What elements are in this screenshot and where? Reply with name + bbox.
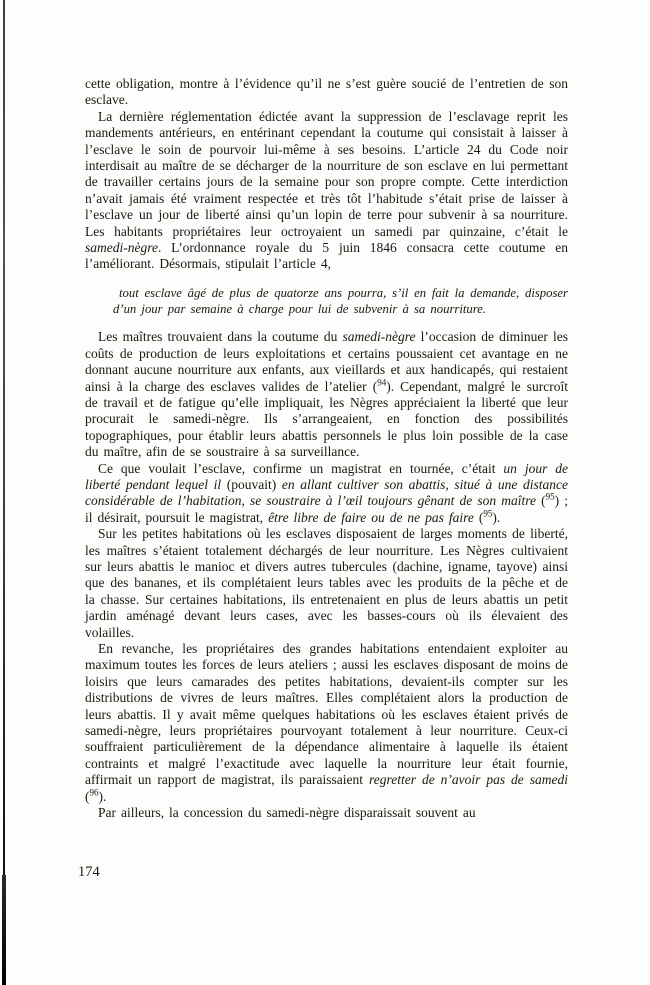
- text-run: Sur les petites habitations où les esclaves disposaient de larges moments de liberté, les maîtres s’étaient totalement déchargés de leur nourriture. Les Nègres cultivaient sur leurs abattis le manioc et divers autres tubercules (dachine, igname, tayove) ainsi que des bananes, et ils complétaient leurs tables avec les produits de la pêche et de la chasse. Sur certaines habitations, ils entretenaient en plus de leurs abattis un petit jardin aménagé devant leurs cases, avec les basses-cours où ils élevaient des volailles.: [85, 526, 568, 640]
- text-run: regretter de n’avoir pas de samedi: [369, 772, 568, 788]
- text-run: . L’ordonnance royale du 5 juin 1846 consacra cette coutume en l’améliorant. Désormais, stipulait l’article 4,: [85, 240, 568, 272]
- text-run: La dernière réglementation édictée avant la suppression de l’esclavage reprit les mandements antérieurs, en entérinant cependant la coutume qui consistait à laisser à l’esclave le soin de pourvoir lui-même à ses besoins. L’article 24 du Code noir interdisait au maître de se décharger de la nourriture de son esclave en lui permettant de travailler certains jours de la semaine pour son propre compte. Cette interdiction n’avait jamais été vraiment respectée et très tôt l’habitude s’était prise de laisser à l’esclave un jour de liberté ainsi qu’un lopin de terre pour subvenir à sa nourriture. Les habitants propriétaires leur octroyaient un samedi par quinzaine, c’était le: [85, 108, 568, 239]
- scan-edge-artifact: [3, 0, 5, 985]
- text-run: (pouvait): [221, 476, 282, 492]
- text-run: Par ailleurs, la concession du samedi-nègre disparaissait souvent au: [98, 805, 476, 821]
- scan-edge-artifact-bottom: [2, 875, 6, 985]
- text-run: En revanche, les propriétaires des grandes habitations entendaient exploiter au maximum toutes les forces de leurs ateliers ; aussi les esclaves disposant de moins de loisirs que leurs camarades des petites habitations, devaient-ils compter sur les distributions de vivres de leurs maîtres. Elles complétaient alors la production de leurs abattis. Il y avait même quelques habitations où les esclaves étaient privés de samedi-nègre, leurs propriétaires pourvoyant totalement à leur nourriture. Ceux-ci souffraient particulièrement de la dépendance alimentaire à laquelle ils étaient contraints et malgré l’exactitude avec laquelle la nourriture leur était fournie, affirmait un rapport de magistrat, ils paraissaient: [85, 641, 568, 788]
- paragraph: [85, 461, 568, 527]
- text-run: être libre de faire ou de ne pas faire: [268, 509, 474, 525]
- text-run: Les maîtres trouvaient dans la coutume du: [98, 329, 343, 345]
- text-run: en allant cultiver son abattis, situé à une distance considérable de l’habitation, se soustraire à l’œil toujours gênant de son maître: [85, 476, 568, 509]
- footnote-ref: 94: [377, 377, 387, 387]
- text-run: cette obligation, montre à l’évidence qu’il ne s’est guère soucié de l’entretien de son esclave.: [85, 76, 568, 108]
- text-run: (: [535, 493, 546, 509]
- paragraph: [85, 76, 568, 109]
- footnote-ref: 95: [483, 508, 493, 519]
- text-run: tout esclave âgé de plus de quatorze ans pourra, s’il en fait la demande, disposer d’un jour par semaine à charge pour lui de subvenir à sa nourriture.: [113, 285, 568, 317]
- text-run: samedi-nègre: [342, 329, 416, 345]
- paragraph: [85, 805, 568, 821]
- block-quote: [113, 285, 568, 317]
- text-run: (: [473, 509, 484, 525]
- text-run: un jour de liberté pendant lequel il: [85, 460, 568, 492]
- text-run: (: [85, 788, 90, 804]
- text-run: samedi-nègre: [85, 240, 158, 256]
- text-run: ). Cependant, malgré le surcroît de travail et de fatigue qu’elle impliquait, les Nègres appréciaient la liberté que leur procurait le samedi-nègre. Ils s’arrangeaient, en fonction des possibilités topographiques, pour établir leurs abattis personnels le plus loin possible de la case du maître, afin de se soustraire à sa surveillance.: [85, 378, 569, 460]
- text-run: ).: [492, 509, 501, 525]
- paragraph: [85, 526, 568, 641]
- footnote-ref: 95: [545, 491, 555, 502]
- text-run: ).: [98, 788, 107, 804]
- text-run: l’occasion de diminuer les coûts de production de leurs exploitations et certains poussaient cet avantage en ne donnant aucune nourriture aux enfants, aux vieillards et aux handicapés, qui restaient ainsi à la charge des esclaves valides de l’atelier (: [85, 329, 568, 394]
- paragraph: [85, 109, 568, 273]
- footnote-ref: 96: [89, 787, 99, 798]
- text-run: ) ; il désirait, poursuit le magistrat,: [85, 493, 568, 525]
- page-number: 174: [78, 864, 100, 880]
- paragraph: [85, 641, 568, 805]
- text-run: Ce que voulait l’esclave, confirme un magistrat en tournée, c’était: [98, 460, 504, 476]
- text-block: [85, 76, 568, 821]
- paragraph: [85, 329, 568, 460]
